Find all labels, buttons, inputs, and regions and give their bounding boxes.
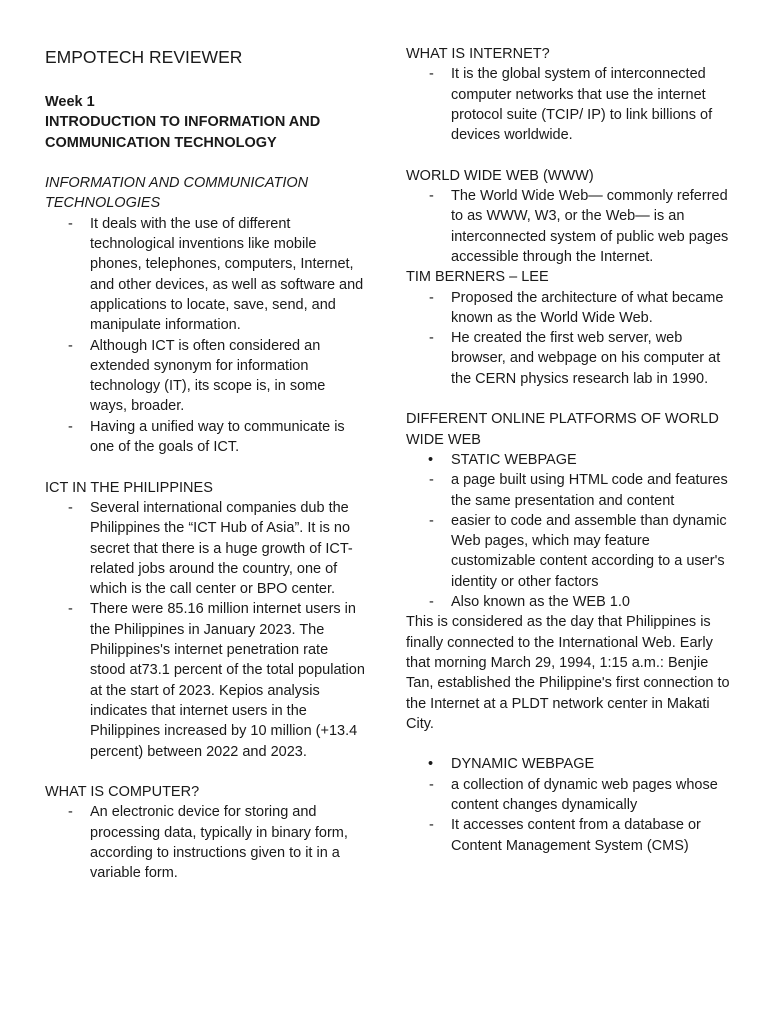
ict-list — [45, 214, 365, 458]
computer-list — [45, 802, 365, 883]
week-label: Week 1 — [45, 94, 95, 110]
list-item: - It is the global system of interconnected computer networks that use the internet protocol suite (TCIP/ IP) to link billions of devices worldwide. — [429, 66, 713, 144]
dash-marker: - — [429, 472, 434, 489]
dash-marker: - — [429, 594, 434, 611]
dash-marker: - — [68, 601, 73, 618]
list-item: - Several international companies dub the Philippines the “ICT Hub of Asia”. It is no secret that there is a huge growth of ICT-related jobs around the country, one of which is the call center or BPO center. — [68, 499, 353, 598]
list-item: - a collection of dynamic web pages whose content changes dynamically — [429, 776, 718, 813]
dash-marker: - — [429, 817, 434, 834]
static-list — [406, 450, 731, 612]
ph-list — [45, 498, 365, 762]
list-item: - It accesses content from a database or Content Management System (CMS) — [429, 817, 701, 854]
dash-marker: - — [429, 776, 434, 793]
tbl-heading: TIM BERNERS – LEE — [406, 269, 549, 286]
list-item: - easier to code and assemble than dynamic Web pages, which may feature customizable content according to a user's identity or other factors — [429, 512, 727, 590]
list-item: - Also known as the WEB 1.0 — [406, 592, 731, 612]
list-item: - There were 85.16 million internet users in the Philippines in January 2023. The Philippines's internet penetration rate stood at73.1 percent of the total population at the start of 2023. Kepios analysis indicates that internet users in the Philippines increased by 10 million (+13.4 percent) between 2022 and 2023. — [68, 601, 365, 760]
bullet-marker: • — [428, 451, 434, 468]
right-column — [406, 44, 731, 856]
platforms-heading: DIFFERENT ONLINE PLATFORMS OF WORLD WIDE WEB — [406, 411, 719, 448]
section-heading: INTRODUCTION TO INFORMATION AND COMMUNICATION TECHNOLOGY — [45, 114, 321, 151]
ph-heading: ICT IN THE PHILIPPINES — [45, 479, 213, 496]
list-item: - He created the first web server, web browser, and webpage on his computer at the CERN physics research lab in 1990. — [429, 330, 721, 387]
www-heading: WORLD WIDE WEB (WWW) — [406, 167, 594, 184]
list-item: - Although ICT is often considered an extended synonym for information technology (IT), its scope is, in some ways, broader. — [68, 337, 326, 415]
list-item: - a page built using HTML code and features the same presentation and content — [429, 472, 728, 509]
ph-connection-paragraph: This is considered as the day that Philippines is finally connected to the International Web. Early that morning March 29, 1994, 1:15 a.m.: Benjie Tan, established the Philippine's first connection to the Internet at a PLDT network center in Makati City. — [406, 614, 730, 732]
dash-marker: - — [68, 499, 73, 516]
dynamic-list — [406, 754, 731, 855]
list-item: - Having a unified way to communicate is one of the goals of ICT. — [68, 418, 345, 456]
dash-marker: - — [68, 418, 73, 435]
dash-marker: - — [68, 804, 73, 821]
dash-marker: - — [68, 337, 73, 354]
dash-marker: - — [429, 512, 434, 529]
bullet-item: • STATIC WEBPAGE — [406, 450, 731, 470]
tbl-list — [406, 288, 731, 389]
list-item: - The World Wide Web— commonly referred to as WWW, W3, or the Web— is an interconnected system of public web pages accessible through the Internet. — [429, 188, 729, 265]
www-list — [406, 186, 731, 267]
ict-heading: INFORMATION AND COMMUNICATION TECHNOLOGIES — [45, 175, 309, 212]
list-item: - Proposed the architecture of what became known as the World Wide Web. — [429, 289, 724, 326]
left-column — [45, 44, 365, 884]
internet-list — [406, 64, 731, 145]
dash-marker: - — [429, 330, 434, 347]
document-title: EMPOTECH REVIEWER — [45, 47, 243, 67]
internet-heading: WHAT IS INTERNET? — [406, 46, 550, 62]
computer-heading: WHAT IS COMPUTER? — [45, 784, 200, 801]
dash-marker: - — [429, 289, 434, 306]
dash-marker: - — [429, 66, 434, 83]
dash-marker: - — [429, 188, 434, 205]
dash-marker: - — [68, 215, 73, 232]
list-item: - It deals with the use of different technological inventions like mobile phones, telephones, computers, Internet, and other devices, as well as software and applications to locate, save, send, and manipulate information. — [68, 215, 364, 334]
bullet-item: • DYNAMIC WEBPAGE — [406, 754, 731, 774]
bullet-marker: • — [428, 756, 434, 773]
list-item: - An electronic device for storing and processing data, typically in binary form, according to instructions given to it in a variable form. — [68, 804, 348, 882]
